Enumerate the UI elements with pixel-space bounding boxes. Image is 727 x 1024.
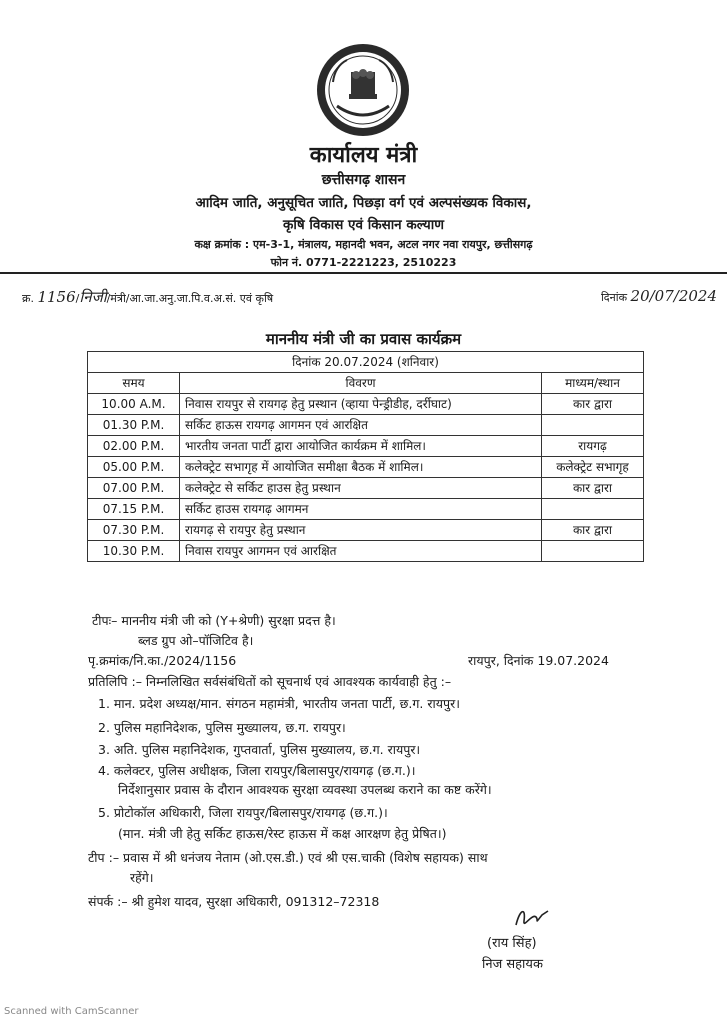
schedule-table xyxy=(87,351,644,562)
table-row xyxy=(88,394,644,415)
header-mode: माध्यम/स्थान xyxy=(542,373,644,394)
table-row xyxy=(88,541,644,562)
date-label: दिनांक xyxy=(600,291,628,304)
table-row xyxy=(88,499,644,520)
row-details: रायगढ़ से रायपुर हेतु प्रस्थान xyxy=(180,520,542,541)
date-handwritten: 20/07/2024 xyxy=(630,287,717,305)
header-divider xyxy=(0,272,727,274)
row-time: 10.30 P.M. xyxy=(88,541,180,562)
row-details: निवास रायपुर से रायगढ़ हेतु प्रस्थान (व्हाया पेन्ड्रीडीह, दर्रीघाट) xyxy=(180,394,542,415)
state-emblem-icon xyxy=(315,42,411,138)
signatory-designation: निज सहायक xyxy=(482,957,543,972)
department-line1: आदिम जाति, अनुसूचित जाति, पिछड़ा वर्ग एवं अल्पसंख्यक विकास, xyxy=(195,195,532,211)
row-time: 07.30 P.M. xyxy=(88,520,180,541)
reference-date xyxy=(601,287,717,305)
copy-item-instruction: (मान. मंत्री जी हेतु सर्किट हाऊस/रेस्ट हाऊस में कक्ष आरक्षण हेतु प्रेषित।) xyxy=(118,826,447,841)
reference-prefix: क्र. xyxy=(22,292,34,305)
row-details: सर्किट हाऊस रायगढ़ आगमन एवं आरक्षित xyxy=(180,415,542,436)
copy-item: 3. अति. पुलिस महानिदेशक, गुप्तवार्ता, पुलिस मुख्यालय, छ.ग. रायपुर। xyxy=(98,742,421,757)
reference-number: क्र. 1156/निजी/मंत्री/आ.जा.अनु.जा.पि.व.अ.सं. एवं कृषि xyxy=(22,288,274,306)
copy-item: 4. कलेक्टर, पुलिस अधीक्षक, जिला रायपुर/बिलासपुर/रायगढ़ (छ.ग.)। xyxy=(98,763,416,778)
programme-title: माननीय मंत्री जी का प्रवास कार्यक्रम xyxy=(265,330,462,348)
row-time: 10.00 A.M. xyxy=(88,394,180,415)
contact-line: संपर्क :– श्री हुमेश यादव, सुरक्षा अधिकारी, 091312–72318 xyxy=(88,894,380,909)
department-line2: कृषि विकास एवं किसान कल्याण xyxy=(282,217,445,233)
reference-number-handwritten: 1156 xyxy=(37,288,76,306)
row-time: 05.00 P.M. xyxy=(88,457,180,478)
copy-to-heading: प्रतिलिपि :– निम्नलिखित सर्वसंबंधितों को सूचनार्थ एवं आवश्यक कार्यवाही हेतु :– xyxy=(88,674,452,689)
table-row xyxy=(88,478,644,499)
header-details: विवरण xyxy=(180,373,542,394)
reference-code-handwritten: निजी xyxy=(79,288,107,306)
table-row xyxy=(88,520,644,541)
office-address: कक्ष क्रमांक : एम-3-1, मंत्रालय, महानदी भवन, अटल नगर नवा रायपुर, छत्तीसगढ़ xyxy=(194,238,533,251)
endorsement-date: रायपुर, दिनांक 19.07.2024 xyxy=(468,653,609,668)
signatory-name: (राय सिंह) xyxy=(487,936,537,951)
table-row xyxy=(88,436,644,457)
endorsement-number: पृ.क्रमांक/नि.का./2024/1156 xyxy=(88,653,237,668)
row-mode: कार द्वारा xyxy=(542,394,644,415)
row-mode xyxy=(542,541,644,562)
row-mode: कार द्वारा xyxy=(542,520,644,541)
row-details: सर्किट हाउस रायगढ़ आगमन xyxy=(180,499,542,520)
office-phone: फोन नं. 0771-2221223, 2510223 xyxy=(270,256,457,269)
copy-item-instruction: निर्देशानुसार प्रवास के दौरान आवश्यक सुरक्षा व्यवस्था उपलब्ध कराने का कष्ट करेंगे। xyxy=(118,782,492,797)
copy-item: 5. प्रोटोकॉल अधिकारी, जिला रायपुर/बिलासपुर/रायगढ़ (छ.ग.)। xyxy=(98,805,388,820)
signature-mark xyxy=(512,903,552,933)
row-time: 07.15 P.M. xyxy=(88,499,180,520)
header-time: समय xyxy=(88,373,180,394)
schedule-date-row: दिनांक 20.07.2024 (शनिवार) xyxy=(88,352,644,373)
table-row xyxy=(88,457,644,478)
accompany-note: टीप :– प्रवास में श्री धनंजय नेताम (ओ.एस.डी.) एवं श्री एस.चाकी (विशेष सहायक) साथ xyxy=(88,850,488,865)
row-time: 02.00 P.M. xyxy=(88,436,180,457)
copy-item: 2. पुलिस महानिदेशक, पुलिस मुख्यालय, छ.ग. रायपुर। xyxy=(98,720,346,735)
row-time: 01.30 P.M. xyxy=(88,415,180,436)
row-mode: रायगढ़ xyxy=(542,436,644,457)
table-row xyxy=(88,415,644,436)
scanner-watermark: Scanned with CamScanner xyxy=(4,1006,139,1017)
accompany-note-cont: रहेंगे। xyxy=(130,870,154,885)
blood-group-note: ब्लड ग्रुप ओ–पॉजिटिव है। xyxy=(138,633,254,648)
reference-suffix: /मंत्री/आ.जा.अनु.जा.पि.व.अ.सं. एवं कृषि xyxy=(106,292,274,305)
office-title: कार्यालय मंत्री xyxy=(309,143,418,168)
row-details: भारतीय जनता पार्टी द्वारा आयोजित कार्यक्रम में शामिल। xyxy=(180,436,542,457)
government-name: छत्तीसगढ़ शासन xyxy=(321,172,406,188)
row-details: निवास रायपुर आगमन एवं आरक्षित xyxy=(180,541,542,562)
row-mode: कार द्वारा xyxy=(542,478,644,499)
row-mode: कलेक्ट्रेट सभागृह xyxy=(542,457,644,478)
copy-item: 1. मान. प्रदेश अध्यक्ष/मान. संगठन महामंत्री, भारतीय जनता पार्टी, छ.ग. रायपुर। xyxy=(98,696,460,711)
row-mode xyxy=(542,499,644,520)
row-details: कलेक्ट्रेट सभागृह में आयोजित समीक्षा बैठक में शामिल। xyxy=(180,457,542,478)
security-note: टीपः– माननीय मंत्री जी को (Y+श्रेणी) सुरक्षा प्रदत्त है। xyxy=(92,613,336,628)
row-mode xyxy=(542,415,644,436)
row-details: कलेक्ट्रेट से सर्किट हाउस हेतु प्रस्थान xyxy=(180,478,542,499)
row-time: 07.00 P.M. xyxy=(88,478,180,499)
